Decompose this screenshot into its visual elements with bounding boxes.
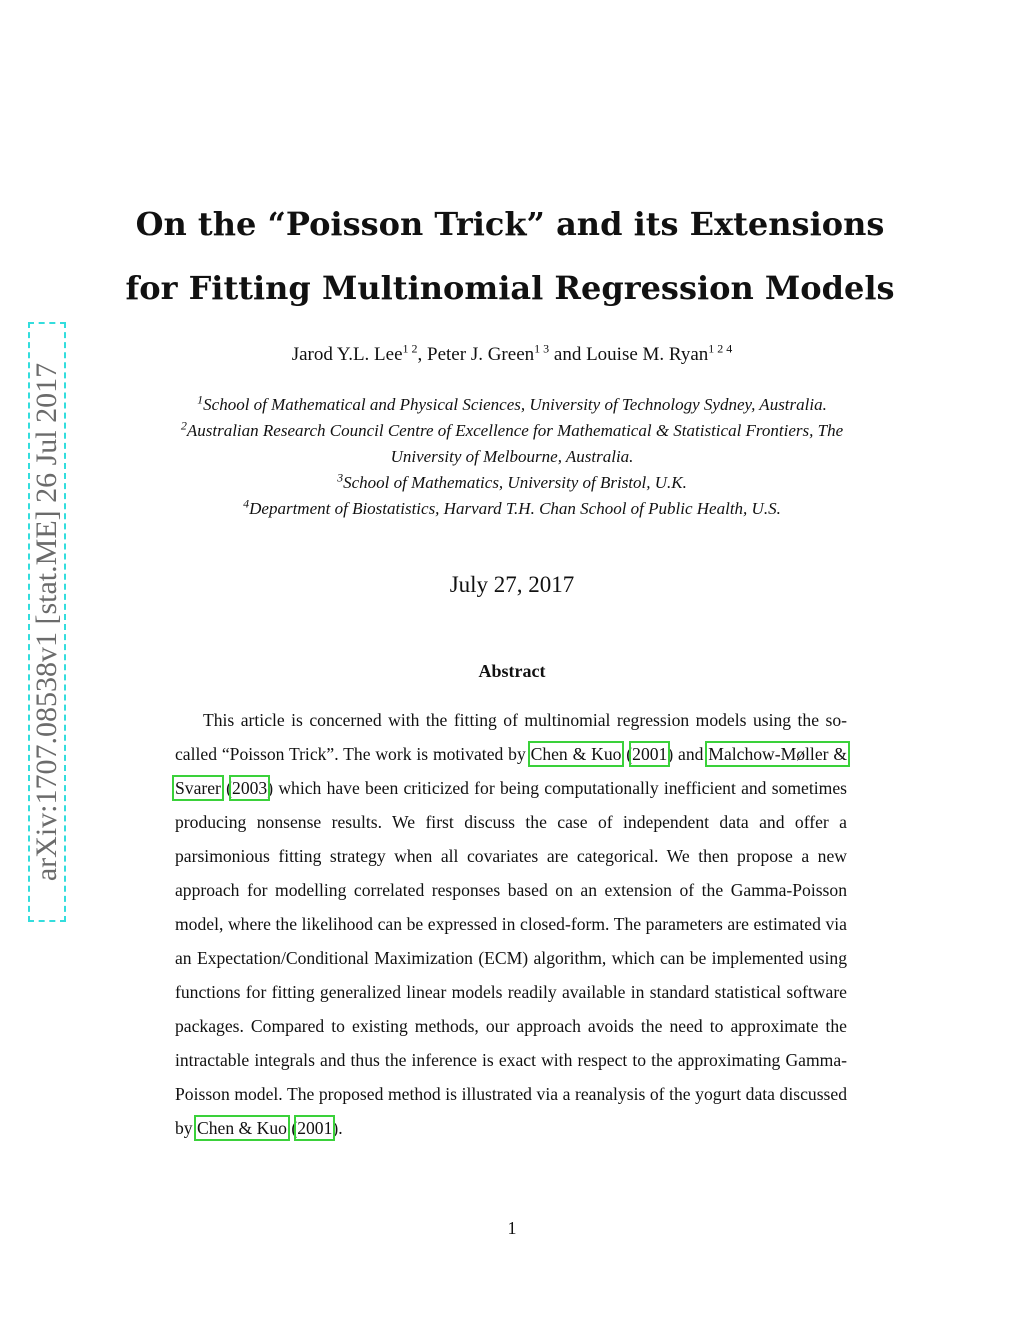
citation-link-year-2001[interactable]: 2001 — [297, 1118, 333, 1138]
arxiv-identifier-stamp — [28, 322, 66, 922]
author-separator: , — [417, 344, 428, 365]
affiliation-text: School of Mathematics, University of Bristol, U.K. — [343, 473, 687, 492]
citation-link-year-2001[interactable]: 2001 — [632, 744, 668, 764]
affiliation-marks: 1 2 — [402, 341, 418, 356]
abstract-heading: Abstract — [478, 661, 546, 681]
author-name: Peter J. Green — [427, 344, 535, 365]
affiliation-mark: 3 — [337, 470, 344, 485]
affiliation-marks: 1 3 — [534, 341, 550, 356]
abstract-text: ). — [332, 1118, 343, 1138]
citation-link-chen-kuo[interactable]: Chen & Kuo — [530, 744, 622, 764]
abstract-text: ( — [220, 778, 233, 798]
citation-link-year-2003[interactable]: 2003 — [232, 778, 268, 798]
paper-title — [120, 192, 900, 320]
affiliation-text: Department of Biostatistics, Harvard T.H. Chan School of Public Health, U.S. — [249, 499, 781, 518]
title-line-1: On the “Poisson Trick” and its Extensions — [135, 205, 885, 243]
title-line-2: for Fitting Multinomial Regression Models — [125, 269, 895, 307]
abstract-text: ) which have been criticized for being computationally inefficient and sometimes producing nonsense results. We first discuss the case of independent data and offer a parsimonious fitting strategy when all covariates are categorical. We then propose a new approach for modelling correlated responses based on an extension of the Gamma-Poisson model, where the likelihood can be expressed in closed-form. The parameters are estimated via an Expectation/Conditional Maximization (ECM) algorithm, which can be implemented using functions for fitting generalized linear models readily available in standard statistical software packages. Compared to existing methods, our approach avoids the need to approximate the intractable integrals and thus the inference is exact with respect to the approximating Gamma-Poisson model. The proposed method is illustrated via a reanalysis of the yogurt data discussed by — [175, 778, 847, 1138]
affiliation-marks: 1 2 4 — [708, 341, 733, 356]
abstract-text: ) and — [667, 744, 709, 764]
affiliation-3 — [130, 470, 894, 496]
abstract-text: ( — [621, 744, 633, 764]
affiliations — [130, 392, 894, 522]
affiliation-text: Australian Research Council Centre of Excellence for Mathematical & Statistical Frontiers, The — [186, 421, 844, 440]
affiliation-2-continued — [130, 444, 894, 470]
citation-link-malchow-moller-svarer[interactable]: Malchow-Møller & Svarer — [175, 744, 848, 798]
abstract-body — [175, 703, 847, 1145]
affiliation-mark: 2 — [180, 418, 187, 433]
affiliation-4 — [130, 496, 894, 522]
affiliation-1 — [130, 392, 894, 418]
citation-link-chen-kuo[interactable]: Chen & Kuo — [197, 1118, 287, 1138]
abstract-text: ( — [286, 1118, 298, 1138]
author-list — [150, 341, 874, 366]
abstract-text: This article is concerned with the fitting of multinomial regression models using the so-called “Poisson Trick”. The work is motivated by — [175, 710, 847, 764]
affiliation-2 — [130, 418, 894, 444]
arxiv-identifier-text: arXiv:1707.08538v1 [stat.ME] 26 Jul 2017 — [30, 362, 64, 882]
affiliation-mark: 4 — [243, 496, 250, 511]
author-separator: and — [549, 344, 587, 365]
affiliation-text: School of Mathematical and Physical Sciences, University of Technology Sydney, Australia. — [203, 395, 827, 414]
page-number: 1 — [507, 1218, 517, 1238]
affiliation-text: University of Melbourne, Australia. — [390, 447, 634, 466]
author-name: Louise M. Ryan — [586, 344, 709, 365]
affiliation-mark: 1 — [197, 392, 204, 407]
author-name: Jarod Y.L. Lee — [291, 344, 403, 365]
publication-date: July 27, 2017 — [449, 572, 575, 597]
